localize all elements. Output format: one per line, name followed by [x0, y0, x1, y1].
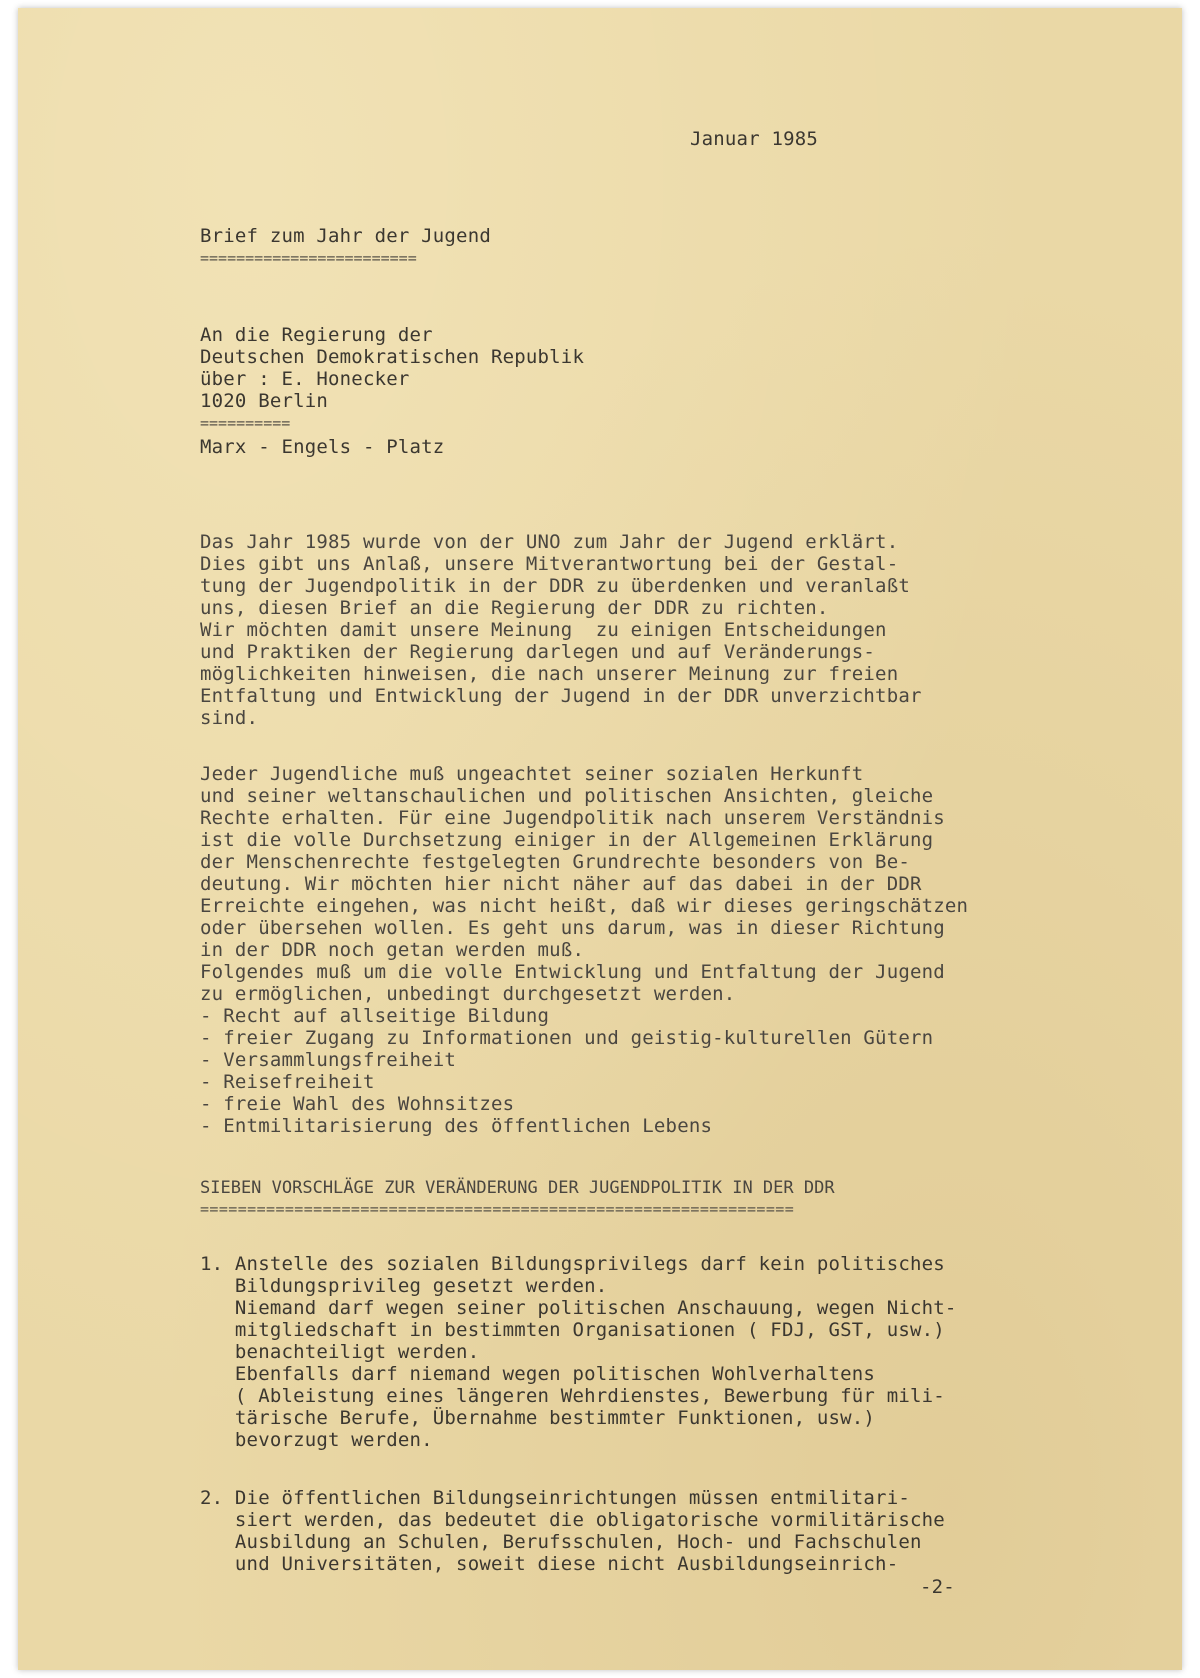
section-heading-underline: ===============================================================	[200, 1200, 795, 1218]
list-item: - freier Zugang zu Informationen und geistig-kulturellen Gütern	[200, 1027, 934, 1049]
text-line: zu ermöglichen, unbedingt durchgesetzt werden.	[200, 983, 736, 1005]
address-underline: ==========	[200, 414, 291, 432]
text-line: Ausbildung an Schulen, Berufsschulen, Hoch- und Fachschulen	[200, 1531, 922, 1553]
text-line: Bildungsprivileg gesetzt werden.	[200, 1275, 608, 1297]
page-number: -2-	[920, 1576, 955, 1598]
address-line: Deutschen Demokratischen Republik	[200, 346, 585, 368]
list-item: - Entmilitarisierung des öffentlichen Lebens	[200, 1115, 713, 1137]
address-line: Marx - Engels - Platz	[200, 436, 445, 458]
text-line: Dies gibt uns Anlaß, unsere Mitverantwortung bei der Gestal-	[200, 553, 899, 575]
text-line: und Praktiken der Regierung darlegen und auf Veränderungs-	[200, 641, 876, 663]
text-line: und seiner weltanschaulichen und politischen Ansichten, gleiche	[200, 785, 934, 807]
address-line: An die Regierung der	[200, 324, 433, 346]
text-line: 1. Anstelle des sozialen Bildungsprivilegs darf kein politisches	[200, 1253, 945, 1275]
letter-title: Brief zum Jahr der Jugend	[200, 225, 491, 247]
text-line: in der DDR noch getan werden muß.	[200, 939, 585, 961]
title-underline: ========================	[200, 249, 417, 267]
text-line: deutung. Wir möchten hier nicht näher auf das dabei in der DDR	[200, 873, 922, 895]
text-line: Wir möchten damit unsere Meinung zu einigen Entscheidungen	[200, 619, 887, 641]
text-line: siert werden, das bedeutet die obligatorische vormilitärische	[200, 1509, 945, 1531]
list-item: - Recht auf allseitige Bildung	[200, 1005, 550, 1027]
list-item: - Reisefreiheit	[200, 1071, 375, 1093]
text-line: Rechte erhalten. Für eine Jugendpolitik nach unserem Verständnis	[200, 807, 945, 829]
address-line: über : E. Honecker	[200, 368, 410, 390]
text-line: oder übersehen wollen. Es geht uns darum, was in dieser Richtung	[200, 917, 945, 939]
text-line: bevorzugt werden.	[200, 1429, 433, 1451]
text-line: Erreichte eingehen, was nicht heißt, daß wir dieses geringschätzen	[200, 895, 969, 917]
text-line: benachteiligt werden.	[200, 1341, 480, 1363]
text-line: Niemand darf wegen seiner politischen Anschauung, wegen Nicht-	[200, 1297, 957, 1319]
text-line: der Menschenrechte festgelegten Grundrechte besonders von Be-	[200, 851, 910, 873]
text-line: Jeder Jugendliche muß ungeachtet seiner sozialen Herkunft	[200, 763, 864, 785]
text-line: Folgendes muß um die volle Entwicklung und Entfaltung der Jugend	[200, 961, 945, 983]
text-line: 2. Die öffentlichen Bildungseinrichtungen müssen entmilitari-	[200, 1487, 910, 1509]
text-line: Entfaltung und Entwicklung der Jugend in der DDR unverzichtbar	[200, 685, 922, 707]
list-item: - Versammlungsfreiheit	[200, 1049, 457, 1071]
address-line: 1020 Berlin	[200, 390, 329, 412]
text-line: sind.	[200, 707, 259, 729]
text-line: ist die volle Durchsetzung einiger in der Allgemeinen Erklärung	[200, 829, 934, 851]
text-line: tung der Jugendpolitik in der DDR zu überdenken und veranlaßt	[200, 575, 910, 597]
text-line: Ebenfalls darf niemand wegen politischen Wohlverhaltens	[200, 1363, 876, 1385]
text-line: mitgliedschaft in bestimmten Organisationen ( FDJ, GST, usw.)	[200, 1319, 945, 1341]
letter-date: Januar 1985	[690, 128, 819, 150]
section-heading: SIEBEN VORSCHLÄGE ZUR VERÄNDERUNG DER JUGENDPOLITIK IN DER DDR	[200, 1178, 835, 1198]
text-line: Das Jahr 1985 wurde von der UNO zum Jahr der Jugend erklärt.	[200, 531, 899, 553]
text-line: tärische Berufe, Übernahme bestimmter Funktionen, usw.)	[200, 1407, 876, 1429]
text-line: ( Ableistung eines längeren Wehrdienstes, Bewerbung für mili-	[200, 1385, 945, 1407]
list-item: - freie Wahl des Wohnsitzes	[200, 1093, 515, 1115]
text-line: möglichkeiten hinweisen, die nach unserer Meinung zur freien	[200, 663, 899, 685]
text-line: uns, diesen Brief an die Regierung der DDR zu richten.	[200, 597, 829, 619]
text-line: und Universitäten, soweit diese nicht Ausbildungseinrich-	[200, 1553, 899, 1575]
